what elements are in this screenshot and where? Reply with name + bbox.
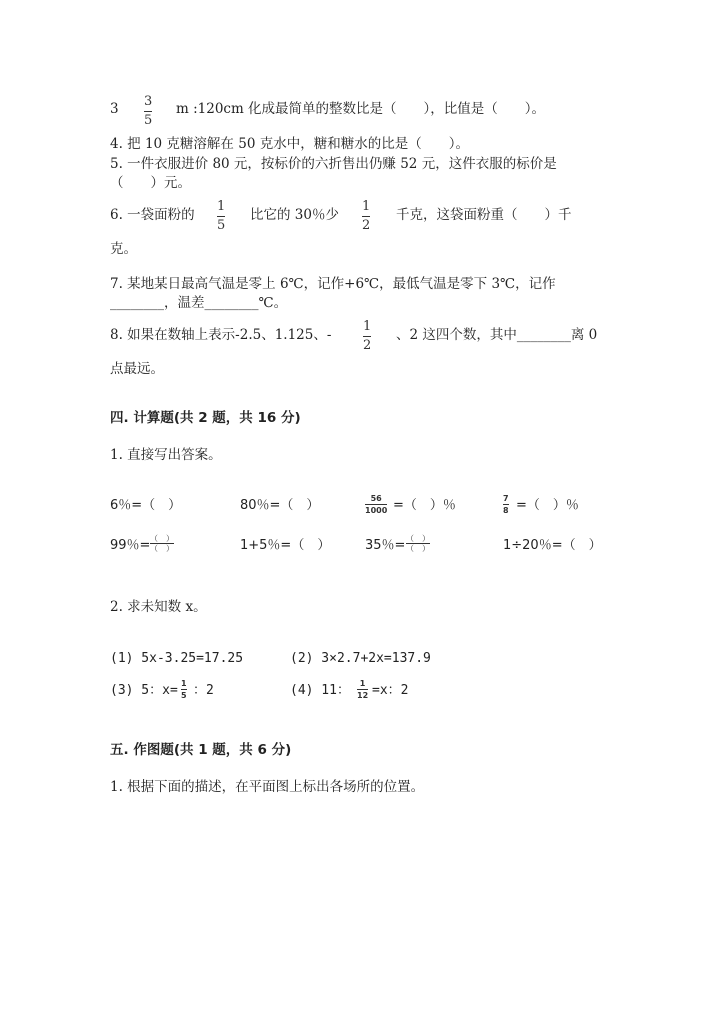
q8-line2: 点最远。 [110, 361, 164, 377]
fraction-bar [357, 689, 368, 690]
calc1-r1c3-text: =（ ）％ [393, 498, 456, 513]
calc2-eq3-left: (3) 5：x= [110, 683, 178, 698]
calc2-eq3-denominator: 5 [181, 691, 187, 700]
calc1-r1c3-numerator: 56 [370, 494, 382, 503]
calc1-r2c1-numerator: （ ） [150, 534, 174, 543]
calc1-r1c4-fraction [503, 494, 509, 515]
q6-fraction2-numerator: 1 [362, 199, 371, 214]
calc1-r1c3-denominator: 1000 [365, 506, 388, 515]
q5-line1: 5. 一件衣服进价 80 元，按标价的六折售出仍赚 52 元，这件衣服的标价是 [110, 156, 557, 172]
q7-line1: 7. 某地某日最高气温是零上 6℃，记作+6℃，最低气温是零下 3℃，记作 [110, 276, 556, 292]
calc1-r1c4-text: =（ ）％ [516, 498, 579, 513]
q3-fraction [144, 94, 152, 128]
fraction-bar [363, 336, 371, 337]
q6-fraction1 [217, 199, 225, 233]
calc2-eq4-left: (4) 11： [290, 683, 350, 698]
section-5-title: 五. 作图题(共 1 题，共 6 分) [110, 742, 292, 758]
section-4-title: 四. 计算题(共 2 题，共 16 分) [110, 410, 301, 426]
q6-fraction2 [362, 199, 370, 233]
q3-fraction-numerator: 3 [144, 94, 153, 109]
q3-number: 3 [110, 101, 119, 117]
calc1-r2c1-fraction [150, 534, 174, 553]
calc2-eq1: (1) 5x-3.25=17.25 [110, 651, 244, 666]
calc1-r2c2: 1+5％=（ ） [240, 538, 331, 553]
q8-fraction-denominator: 2 [363, 338, 372, 353]
q6-line2: 克。 [110, 241, 137, 257]
q8-fraction-numerator: 1 [363, 319, 372, 334]
fraction-bar [217, 216, 225, 217]
calc1-r2c3-numerator: （ ） [406, 534, 430, 543]
calc1-r2c3-denominator: （ ） [406, 544, 430, 553]
q6-fraction1-denominator: 5 [217, 218, 226, 233]
fraction-bar [362, 216, 370, 217]
q6-part2: 比它的 30％少 [250, 207, 339, 223]
q8-fraction [363, 319, 371, 353]
calc2-eq4-denominator: 12 [357, 691, 369, 700]
fraction-bar [181, 689, 187, 690]
q8-part1: 8. 如果在数轴上表示-2.5、1.125、- [110, 327, 332, 343]
q3-text: m :120cm 化成最简单的整数比是（ ），比值是（ ）。 [176, 101, 546, 117]
calc1-r2c1: 99％= [110, 538, 151, 553]
q6-fraction2-denominator: 2 [362, 218, 371, 233]
q6-part1: 6. 一袋面粉的 [110, 207, 195, 223]
calc2-eq2: (2) 3×2.7+2x=137.9 [290, 651, 431, 666]
calc1-r2c4: 1÷20％=（ ） [503, 538, 602, 553]
draw1-title: 1. 根据下面的描述，在平面图上标出各场所的位置。 [110, 779, 425, 795]
calc2-eq4-numerator: 1 [359, 679, 366, 688]
q5-line2: （ ）元。 [110, 175, 191, 191]
calc1-r1c4-denominator: 8 [503, 506, 509, 515]
q6-part3: 千克，这袋面粉重（ ）千 [396, 207, 572, 223]
fraction-bar [503, 504, 509, 505]
calc1-r2c3-fraction [406, 534, 430, 553]
q8-part2: 、2 这四个数，其中________离 0 [396, 327, 598, 343]
q3-fraction-denominator: 5 [144, 113, 153, 128]
calc1-r2c1-denominator: （ ） [150, 544, 174, 553]
calc1-r1c2: 80％=（ ） [240, 498, 320, 513]
calc1-r1c3-fraction [365, 494, 387, 515]
calc1-r1c4-numerator: 7 [503, 494, 509, 503]
calc2-eq3-numerator: 1 [181, 679, 187, 688]
q7-line2: ________，温差________℃。 [110, 295, 288, 311]
q4-text: 4. 把 10 克糖溶解在 50 克水中，糖和糖水的比是（ ）。 [110, 136, 469, 152]
calc2-title: 2. 求未知数 x。 [110, 599, 207, 615]
calc2-eq3-right: ：2 [193, 683, 214, 698]
calc1-title: 1. 直接写出答案。 [110, 447, 222, 463]
fraction-bar [144, 111, 152, 112]
calc2-eq4-right: =x：2 [372, 683, 409, 698]
fraction-bar [365, 504, 387, 505]
calc1-r1c1: 6％=（ ） [110, 498, 182, 513]
calc2-eq3-fraction [181, 679, 187, 700]
q6-fraction1-numerator: 1 [217, 199, 226, 214]
calc1-r2c3: 35％= [365, 538, 406, 553]
calc2-eq4-fraction [357, 679, 368, 700]
